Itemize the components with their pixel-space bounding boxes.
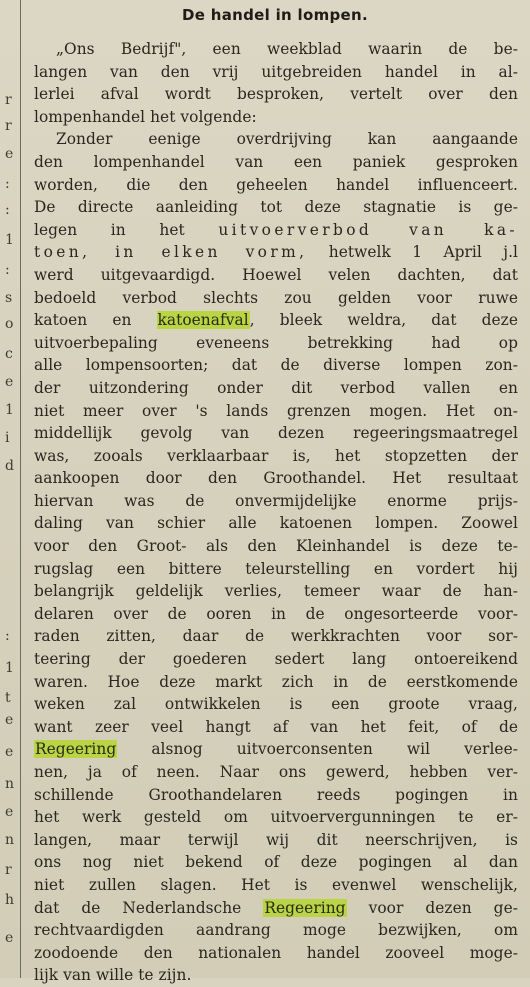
line-text: want zeer veel hangt af van het feit, of de (34, 717, 518, 736)
article-line (34, 38, 518, 61)
line-text: hetwelk 1 April j.l (307, 243, 518, 262)
line-text: Zonder eenige overdrijving kan aangaande (56, 130, 518, 149)
article-line (34, 535, 518, 558)
line-text: niet meer over 's lands grenzen mogen. Het on- (34, 401, 518, 420)
spaced-emphasis-text: uitvoerverbod van ka- (218, 220, 518, 239)
line-text: ons nog niet bekend of deze pogingen al dan (34, 853, 518, 872)
line-text: voor dezen ge- (346, 898, 518, 917)
article-line (34, 625, 518, 648)
line-text: rechtvaardigden aandrang moge bezwijken, om (34, 921, 518, 940)
highlighted-term: katoenafval (157, 311, 249, 330)
line-text: worden, die den geheelen handel influenceert. (34, 175, 518, 194)
article-line (34, 309, 518, 332)
line-text: het werk gesteld om uitvoervergunningen te er- (34, 808, 518, 827)
article-line (34, 422, 518, 445)
line-text: niet zullen slagen. Het is evenwel wenschelijk, (34, 875, 518, 894)
line-text: den lompenhandel van een paniek gesproken (34, 152, 518, 171)
margin-letter: r (5, 92, 12, 108)
article-line (34, 196, 518, 219)
margin-letter: e (5, 804, 14, 820)
adjacent-column-fragment (0, 0, 18, 978)
article-line (34, 287, 518, 310)
margin-letter: n (5, 776, 15, 792)
article-line (34, 467, 518, 490)
article-line (34, 716, 518, 739)
article-line (34, 512, 518, 535)
margin-letter: s (5, 290, 13, 306)
margin-letter: d (5, 458, 14, 474)
line-text: dat de Nederlandsche (34, 898, 264, 917)
margin-letter: 1 (5, 660, 14, 676)
margin-letter: e (5, 744, 14, 760)
line-text: raden zitten, daar de werkkrachten voor sor- (34, 627, 518, 646)
margin-letter: r (5, 118, 12, 134)
margin-letter: e (5, 374, 14, 390)
line-text: lijk van wille te zijn. (34, 966, 192, 985)
line-text: langen, maar terwijl wij dit neerschrijven, is (34, 830, 518, 849)
margin-letter: i (5, 430, 10, 446)
line-text: uitvoerbepaling eveneens betrekking had op (34, 333, 518, 352)
article-line (34, 761, 518, 784)
article-line (34, 919, 518, 942)
margin-letter: e (5, 930, 14, 946)
margin-letter: 1 (5, 232, 14, 248)
article-line (34, 942, 518, 965)
article-line (34, 83, 518, 106)
line-text: daling van schier alle katoenen lompen. Zoowel (34, 514, 518, 533)
line-text: hiervan was de onvermijdelijke enorme prijs- (34, 491, 518, 510)
line-text: alsnog uitvoerconsenten wil verlee- (117, 740, 518, 759)
article-line (34, 648, 518, 671)
article-body (34, 38, 518, 987)
margin-letter: c (5, 346, 13, 362)
line-text: werd uitgevaardigd. Hoewel velen dachten, dat (34, 265, 518, 284)
line-text: „Ons Bedrijf", een weekblad waarin de be- (56, 40, 518, 58)
article-line (34, 829, 518, 852)
margin-letter: r (5, 862, 12, 878)
line-text: delaren over de ooren in de ongesorteerde voor- (34, 604, 518, 623)
article-line (34, 400, 518, 423)
article-line (34, 693, 518, 716)
line-text: langen van den vrij uitgebreiden handel in al- (34, 62, 518, 81)
line-text: alle lompensoorten; dat de diverse lompen zon- (34, 356, 518, 375)
line-text: der uitzondering onder dit verbod vallen en (34, 378, 518, 397)
line-text: waren. Hoe deze markt zich in de eerstkomende (34, 672, 518, 691)
highlighted-term: Regeering (35, 740, 117, 759)
line-text: middellijk gevolg van dezen regeeringsmaatregel (34, 424, 518, 443)
line-text: , bleek weldra, dat deze (249, 311, 518, 330)
line-text: legen in het (34, 220, 219, 239)
article-line (34, 806, 518, 829)
article-line (34, 580, 518, 603)
article-line (34, 61, 518, 84)
margin-letter: n (5, 832, 15, 848)
article-line (34, 445, 518, 468)
line-text: zoodoende den nationalen handel zooveel moge- (34, 943, 518, 962)
article-line (34, 851, 518, 874)
article-line (34, 219, 518, 242)
margin-letter: 1 (5, 402, 14, 418)
article-line (34, 671, 518, 694)
margin-letter: : (5, 202, 10, 218)
line-text: rugslag een bittere teleurstelling en vordert hij (34, 559, 518, 578)
article-line (34, 241, 518, 264)
article-line (34, 738, 518, 761)
article-line (34, 964, 518, 987)
margin-letter: t (5, 690, 11, 706)
margin-letter: e (5, 712, 14, 728)
line-text: lerlei afval wordt besproken, vertelt over den (34, 85, 518, 104)
article-line (34, 897, 518, 920)
line-text: was, zooals verklaarbaar is, het stopzetten der (34, 446, 518, 465)
line-text: teering der goederen sedert lang ontoereikend (34, 650, 518, 669)
article-line (34, 784, 518, 807)
article-line (34, 603, 518, 626)
line-text: lompenhandel het volgende: (34, 107, 257, 126)
margin-letter: e (5, 146, 14, 162)
article-line (34, 106, 518, 129)
line-text: weken zal ontwikkelen is een groote vraag, (34, 695, 518, 714)
article-title: De handel in lompen. (181, 6, 368, 24)
line-text: aankoopen door den Groothandel. Het resultaat (34, 469, 518, 488)
spaced-emphasis-text: toen, in elken vorm, (34, 243, 308, 262)
margin-letter: : (5, 628, 10, 644)
article-line (34, 558, 518, 581)
article-line (34, 332, 518, 355)
line-text: katoen en (34, 311, 157, 330)
article-line (34, 128, 518, 151)
line-text: bedoeld verbod slechts zou gelden voor ruwe (34, 288, 518, 307)
line-text: De directe aanleiding tot deze stagnatie is ge- (34, 198, 518, 217)
article-line (34, 874, 518, 897)
margin-letter: : (5, 176, 10, 192)
margin-letter: : (5, 262, 10, 278)
line-text: schillende Groothandelaren reeds pogingen in (34, 785, 518, 804)
margin-letter: h (5, 892, 15, 908)
highlighted-term: Regeering (264, 898, 346, 917)
article-line (34, 174, 518, 197)
line-text: belangrijk geldelijk verlies, temeer waar de han- (34, 582, 518, 601)
article-line (34, 264, 518, 287)
line-text: nen, ja of neen. Naar ons gewerd, hebben ver- (34, 763, 518, 781)
article-line (34, 151, 518, 174)
article-line (34, 377, 518, 400)
margin-letter: o (5, 316, 14, 332)
column-divider (20, 0, 21, 978)
line-text: voor den Groot- als den Kleinhandel is deze te- (34, 537, 518, 556)
article-line (34, 354, 518, 377)
article-line (34, 490, 518, 513)
